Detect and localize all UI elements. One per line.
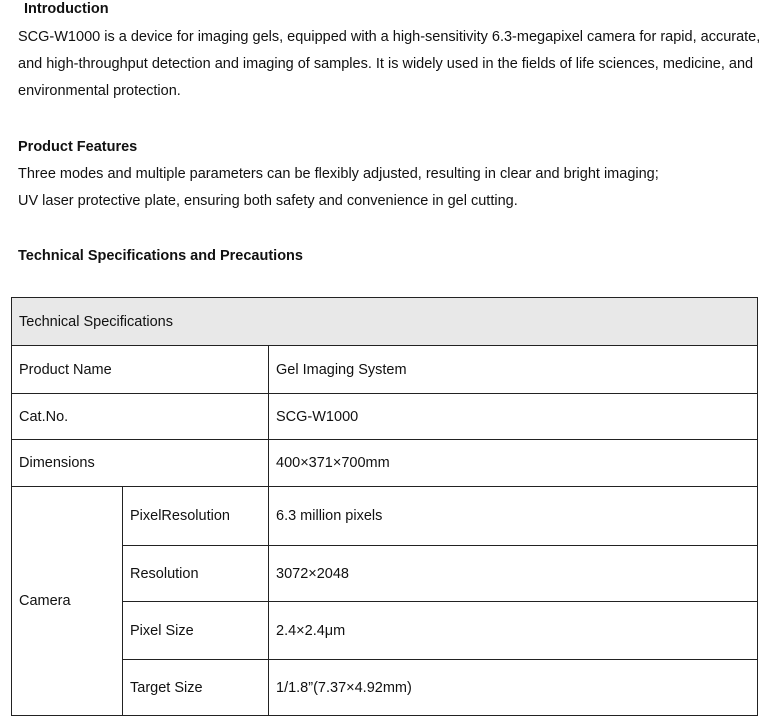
features-line-1: Three modes and multiple parameters can be flexibly adjusted, resulting in clear and bright imaging; bbox=[18, 166, 659, 182]
table-title: Technical Specifications bbox=[12, 298, 758, 346]
camera-item-label-pixel-size: Pixel Size bbox=[123, 602, 269, 660]
features-line-2: UV laser protective plate, ensuring both safety and convenience in gel cutting. bbox=[18, 193, 518, 209]
row-label-product-name: Product Name bbox=[12, 346, 269, 394]
camera-item-label-pixel-resolution: PixelResolution bbox=[123, 487, 269, 546]
table-row bbox=[12, 346, 758, 394]
row-label-cat-no: Cat.No. bbox=[12, 394, 269, 440]
table-row bbox=[12, 602, 758, 660]
camera-item-value-resolution: 3072×2048 bbox=[269, 546, 758, 602]
intro-heading: Introduction bbox=[24, 1, 109, 17]
intro-line-3: environmental protection. bbox=[18, 83, 181, 99]
spec-table bbox=[11, 297, 758, 716]
table-row bbox=[12, 440, 758, 487]
specs-heading: Technical Specifications and Precautions bbox=[18, 248, 303, 264]
table-row bbox=[12, 660, 758, 716]
camera-label: Camera bbox=[12, 487, 123, 716]
intro-line-2: and high-throughput detection and imaging of samples. It is widely used in the fields of life sciences, medicine, and bbox=[18, 56, 754, 72]
intro-line-1: SCG-W1000 is a device for imaging gels, equipped with a high-sensitivity 6.3-megapixel camera for rapid, accurate, bbox=[18, 29, 761, 45]
camera-item-value-pixel-resolution: 6.3 million pixels bbox=[269, 487, 758, 546]
table-title-row bbox=[12, 298, 758, 346]
camera-item-value-target-size: 1/1.8”(7.37×4.92mm) bbox=[269, 660, 758, 716]
features-heading: Product Features bbox=[18, 139, 138, 155]
camera-item-value-pixel-size: 2.4×2.4μm bbox=[269, 602, 758, 660]
row-value-dimensions: 400×371×700mm bbox=[269, 440, 758, 487]
table-row bbox=[12, 394, 758, 440]
row-value-product-name: Gel Imaging System bbox=[269, 346, 758, 394]
camera-item-label-target-size: Target Size bbox=[123, 660, 269, 716]
camera-item-label-resolution: Resolution bbox=[123, 546, 269, 602]
table-row bbox=[12, 487, 758, 546]
row-label-dimensions: Dimensions bbox=[12, 440, 269, 487]
table-row bbox=[12, 546, 758, 602]
row-value-cat-no: SCG-W1000 bbox=[269, 394, 758, 440]
